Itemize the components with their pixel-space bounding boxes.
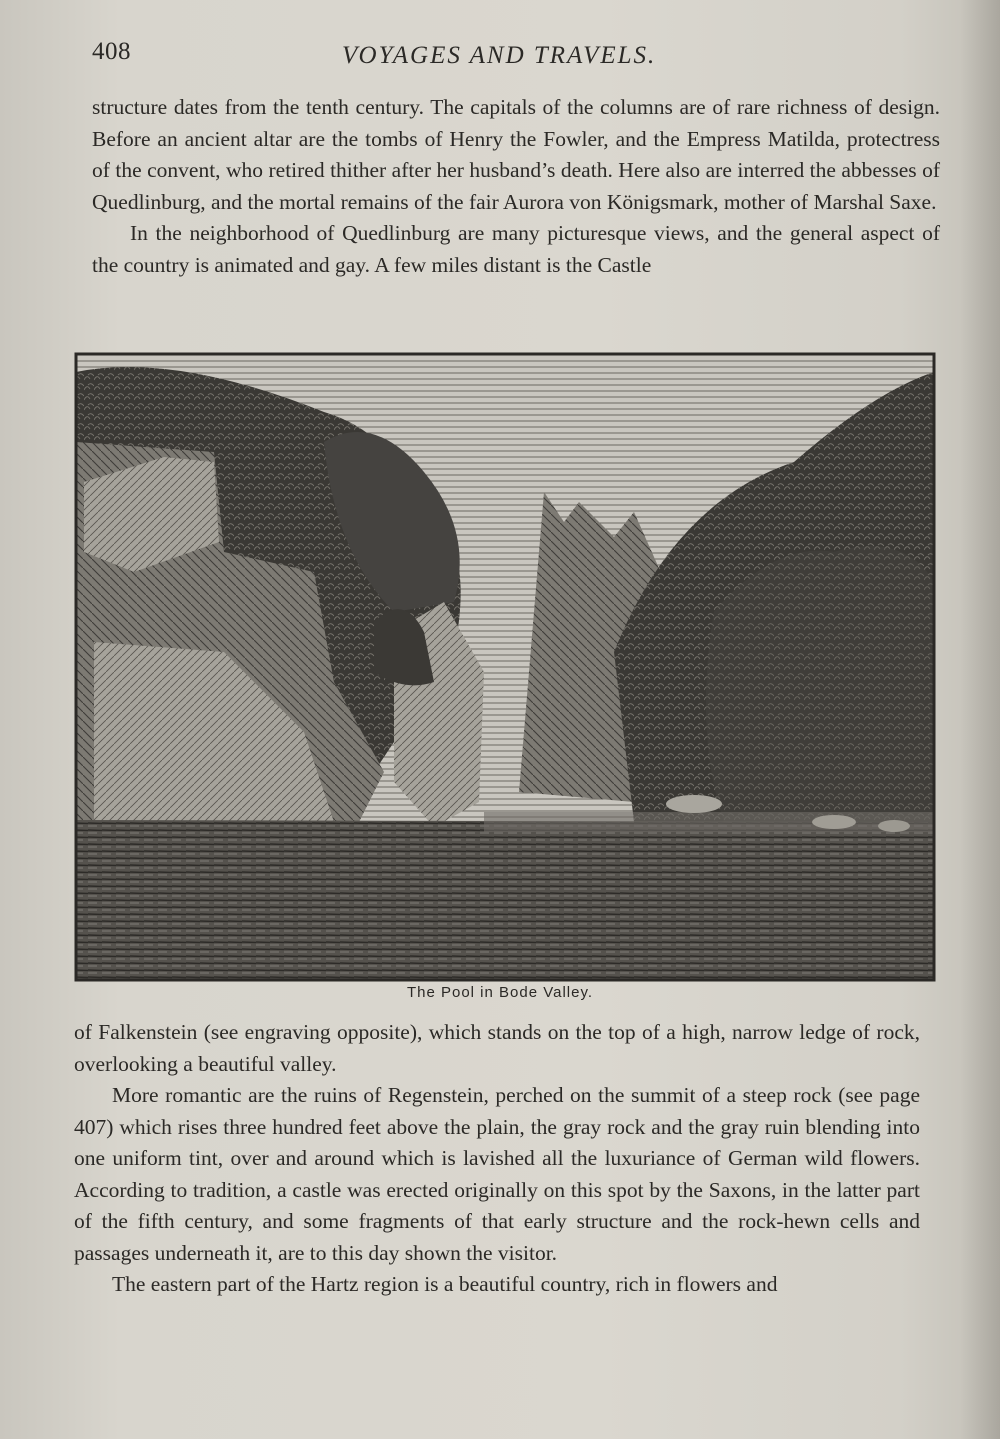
paragraph: More romantic are the ruins of Regenstein, perched on the summit of a steep rock (see page 407) which rises three hundred feet above the plain, the gray rock and the gray ruin blending into one uniform tint, over and around which is lavished all the luxuriance of German wild flowers. According to tradition, a castle was erected originally on this spot by the Saxons, in the latter part of the fifth century, and some fragments of that early structure and the rock-hewn cells and passages underneath it, are to this day shown the visitor.: [74, 1083, 920, 1265]
paragraph: The eastern part of the Hartz region is a beautiful country, rich in flowers and: [112, 1272, 778, 1296]
paragraph: of Falkenstein (see engraving opposite), which stands on the top of a high, narrow ledge of rock, overlooking a beautiful valley.: [74, 1020, 920, 1076]
page-number: 408: [92, 38, 131, 65]
top-text-block: [92, 92, 940, 281]
paragraph: In the neighborhood of Quedlinburg are many picturesque views, and the general aspect of the country is animated and gay. A few miles distant is the Castle: [92, 221, 940, 277]
figure-caption: The Pool in Bode Valley.: [406, 984, 594, 1001]
engraving-illustration: [74, 352, 936, 982]
paragraph: structure dates from the tenth century. The capitals of the columns are of rare richness of design. Before an ancient altar are the tombs of Henry the Fowler, and the Empress Matilda, protectress of the convent, who retired thither after her husband’s death. Here also are interred the abbesses of Quedlinburg, and the mortal remains of the fair Aurora von Königsmark, mother of Marshal Saxe.: [92, 95, 940, 214]
running-title: VOYAGES AND TRAVELS.: [342, 42, 657, 69]
page-header: [92, 38, 932, 78]
bottom-text-block: [74, 1017, 920, 1301]
engraving-figure: [74, 352, 936, 982]
page-edge-shadow: [960, 0, 1000, 1439]
